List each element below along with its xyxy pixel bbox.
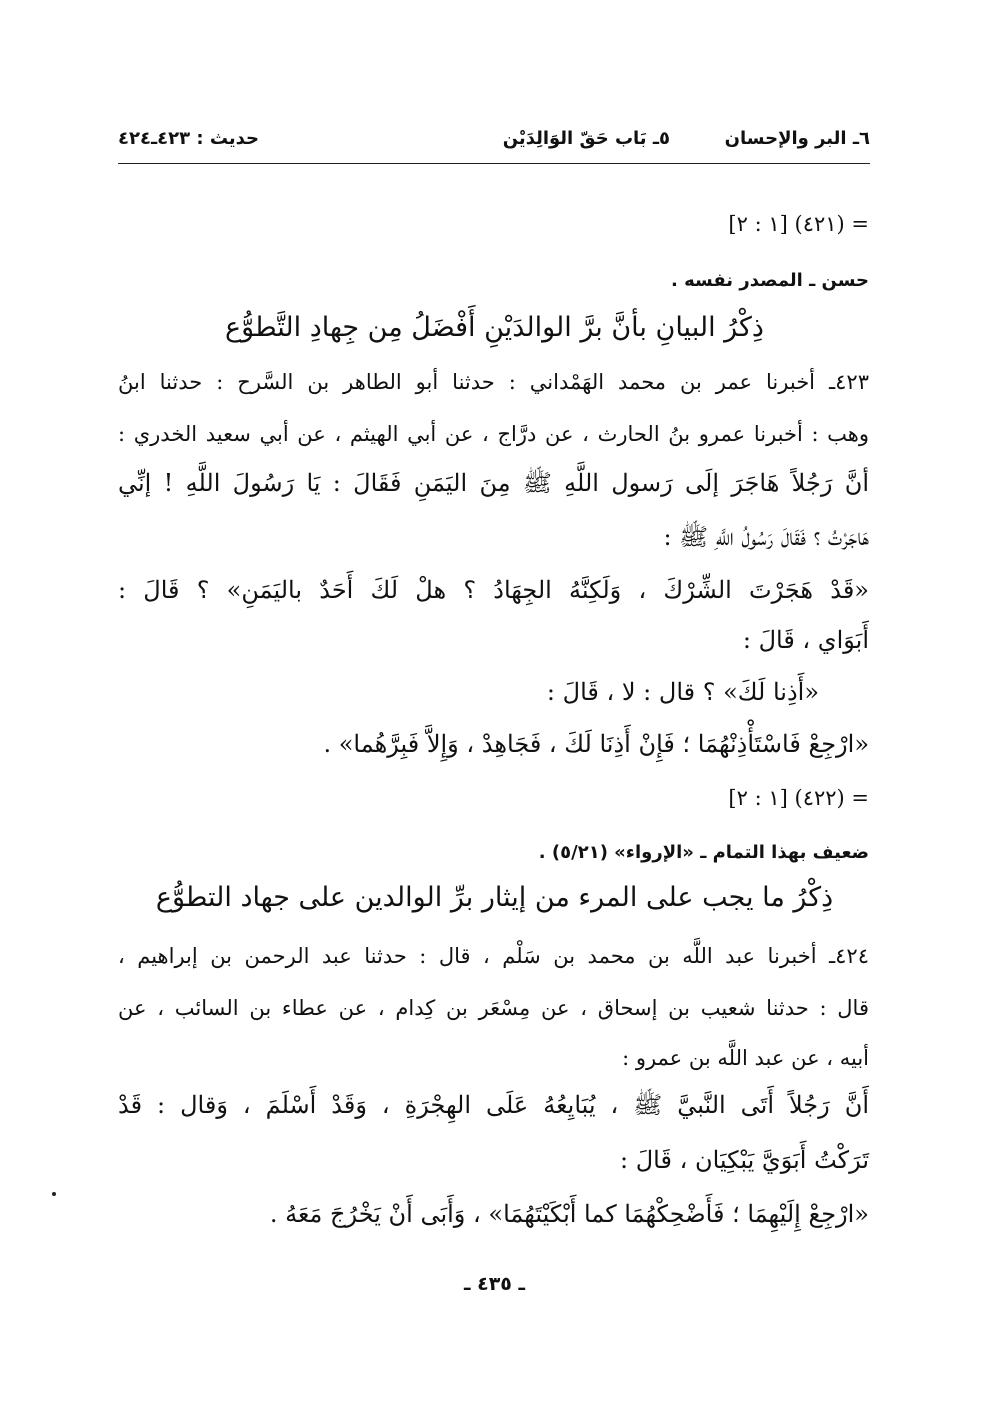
matn-line: أَنَّ رَجُلاً أَتَى النَّبيَّ ﷺ ، يُبَايِعُهُ عَلَى الهِجْرَةِ ، وَقَدْ أَسْلَمَ ، وَقال : قَدْ [118, 1091, 869, 1119]
section-heading: ذِكْرُ ما يجب على المرء من إيثار برِّ الوالدين على جهاد التطوُّع [155, 882, 834, 913]
isnad-line: ٤٢٤ـ أخبرنا عبد اللَّه بن محمد بن سَلْم ، قال : حدثنا عبد الرحمن بن إبراهيم ، [118, 944, 869, 968]
isnad-line: أبيه ، عن عبد اللَّه بن عمرو : [622, 1046, 869, 1070]
stray-mark [52, 1192, 56, 1196]
grading-note: ضعيف بهذا التمام ـ «الإرواء» (٥/٢١) . [538, 842, 869, 863]
matn-line: تَرَكْتُ أَبَوَيَّ يَبْكِيَان ، قَالَ : [620, 1146, 869, 1174]
matn-line: «أَذِنا لَكَ» ؟ قال : لا ، قَالَ : [546, 678, 819, 706]
isnad-line: ٤٢٣ـ أخبرنا عمر بن محمد الهَمْداني : حدثنا أبو الطاهر بن السَّرح : حدثنا ابنُ [118, 370, 869, 394]
isnad-line: وهب : أخبرنا عمرو بنُ الحارث ، عن درَّاج ، عن أبي الهيثم ، عن أبي سعيد الخدري : [118, 422, 869, 446]
grading-note: حسن ـ المصدر نفسه . [671, 270, 869, 291]
matn-line: «ارْجِعْ فَاسْتَأْذِنْهُمَا ؛ فَإِنْ أَذِنَا لَكَ ، فَجَاهِدْ ، وَإِلاَّ فَبِرَّهُما» . [323, 730, 869, 758]
isnad-line: قال : حدثنا شعيب بن إسحاق ، عن مِسْعَر بن كِدام ، عن عطاء بن السائب ، عن [118, 996, 869, 1020]
chapter-title: ٦ـ البر والإحسان [724, 128, 870, 149]
running-header [118, 128, 870, 160]
cross-reference: = (٤٢٢) [١ : ٢] [728, 786, 869, 810]
matn-line: أنَّ رَجُلاً هَاجَرَ إلَى رَسول اللَّهِ ﷺ مِنَ اليَمَنِ فَقَالَ : يَا رَسُولَ اللَّهِ ! إنِّي [118, 469, 869, 497]
hadith-range: حديث : ٤٢٣ـ٤٢٤ [118, 128, 260, 149]
section-title: ٥ـ بَاب حَقّ الوَالِدَيْن [502, 128, 670, 149]
section-heading: ذِكْرُ البيانِ بأنَّ برَّ الوالدَيْنِ أَفْضَلُ مِن جِهادِ التَّطوُّع [225, 312, 764, 343]
header-rule [118, 163, 870, 164]
cross-reference: = (٤٢١) [١ : ٢] [728, 212, 869, 236]
page-number: ـ ٤٣٥ ـ [463, 1273, 525, 1295]
matn-line: «ارْجِعْ إِلَيْهِمَا ؛ فَأَضْحِكْهُمَا كما أَبْكَيْتَهُمَا» ، وَأَبَى أَنْ يَخْرُجَ مَعَهُ . [269, 1200, 869, 1228]
matn-line: أَبَوَاي ، قَالَ : [742, 626, 869, 654]
matn-line: هَاجَرْتُ ؟ فَقَالَ رَسُولُ اللَّهِ ﷺ : [663, 523, 869, 551]
matn-line: «قَدْ هَجَرْتَ الشِّرْكَ ، وَلَكِنَّهُ الجِهَادُ ؟ هلْ لَكَ أَحَدٌ باليَمَنِ» ؟ قَالَ : [118, 576, 869, 604]
